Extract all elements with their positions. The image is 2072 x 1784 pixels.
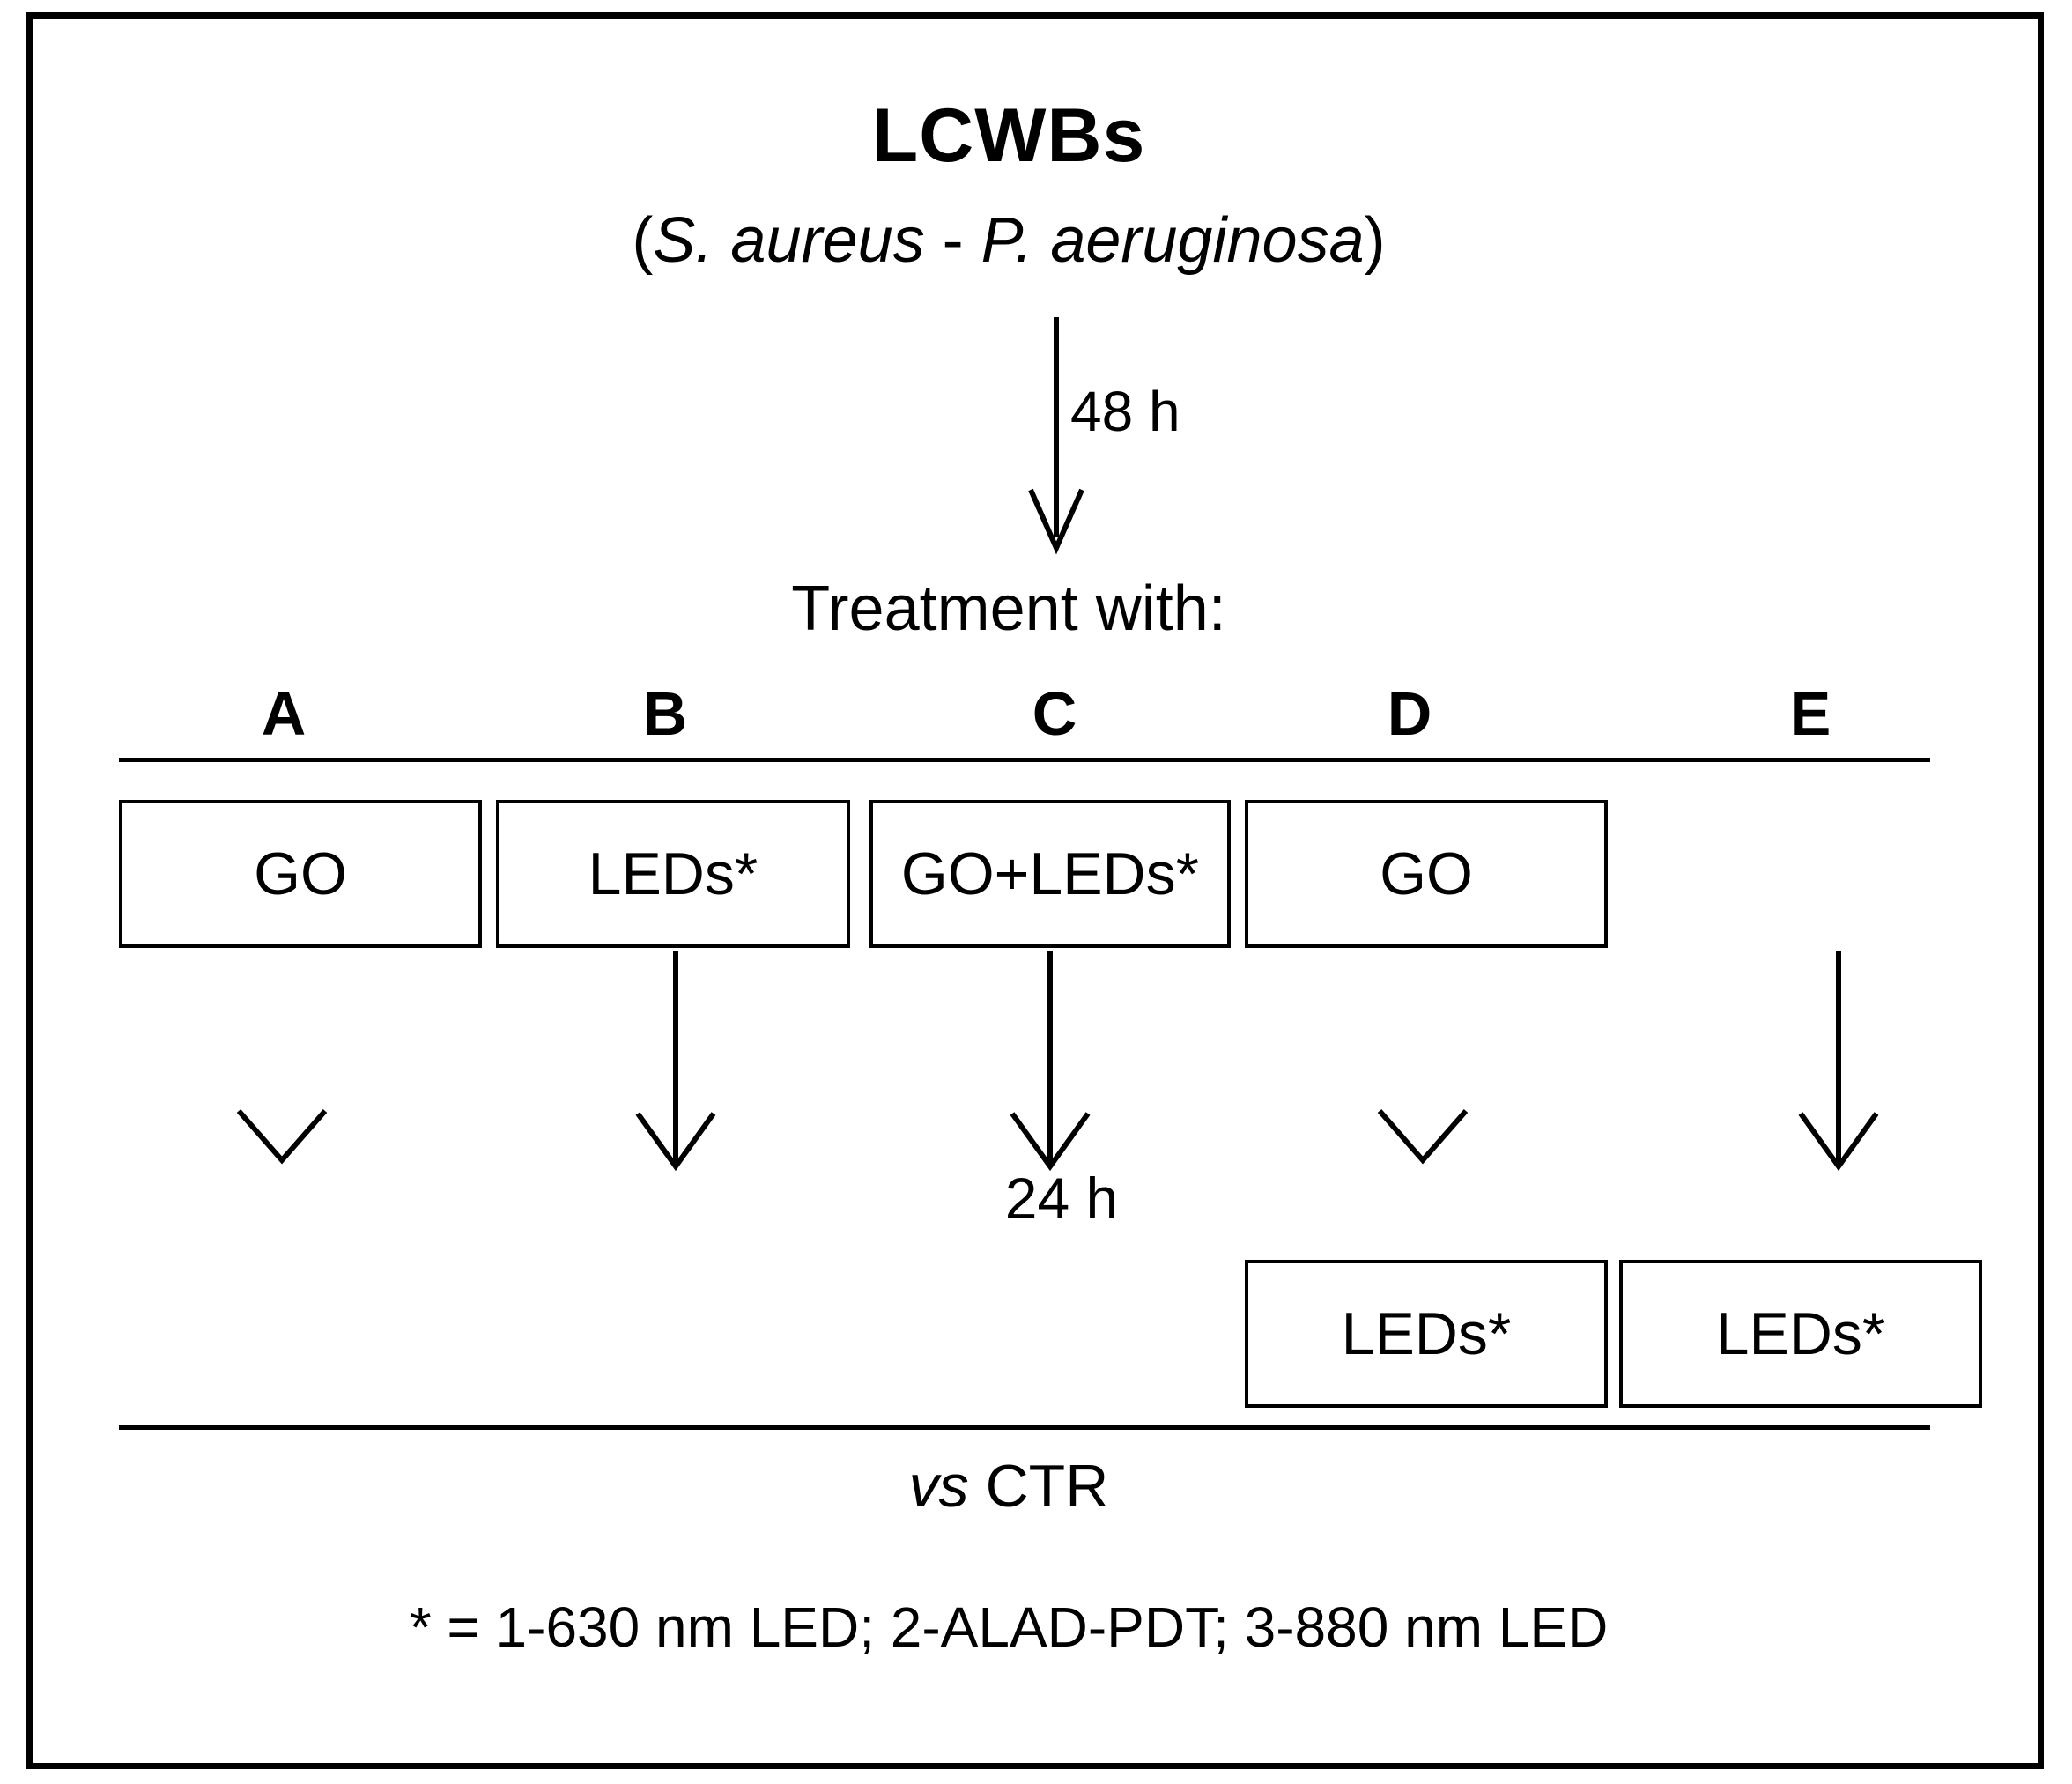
treatment-heading: Treatment with: [791,574,1226,644]
comparison-label [0,1452,2017,1521]
divider-bottom [119,1425,1930,1430]
subtitle-close-paren: ) [1364,205,1386,276]
column-letter-e: E [1789,679,1832,748]
arrow-down-c-icon [1002,951,1099,1172]
subtitle-species-2: P. aeruginosa [980,205,1365,276]
chevron-down-a-icon [233,1106,330,1167]
chevron-down-d-icon [1374,1106,1471,1167]
treatment-box-c-go-leds: GO+LEDs* [870,800,1231,948]
subtitle-species-1: S. aureus [653,205,925,276]
treatment-box-d-go: GO [1245,800,1608,948]
subtitle-open-paren: ( [632,205,654,276]
subtitle-dash: - [924,205,981,276]
comparison-vs: vs [908,1453,969,1520]
incubation-time-label: 48 h [1070,380,1180,443]
column-letter-a: A [261,679,307,748]
second-incubation-time-label: 24 h [1004,1166,1119,1231]
comparison-ctr: CTR [968,1453,1109,1520]
arrow-down-e-icon [1790,951,1887,1172]
figure-subtitle [0,204,2017,277]
column-letter-d: D [1387,679,1432,748]
column-letter-c: C [1032,679,1077,748]
arrow-down-b-icon [627,951,724,1172]
treatment-box-d-leds: LEDs* [1245,1260,1608,1408]
footnote-text: * = 1-630 nm LED; 2-ALAD-PDT; 3-880 nm LED [409,1595,1609,1659]
figure-title: LCWBs [871,93,1146,178]
divider-top [119,758,1930,762]
treatment-box-b-leds: LEDs* [496,800,850,948]
column-letter-b: B [642,679,688,748]
treatment-box-a-go: GO [119,800,482,948]
treatment-box-e-leds: LEDs* [1619,1260,1982,1408]
